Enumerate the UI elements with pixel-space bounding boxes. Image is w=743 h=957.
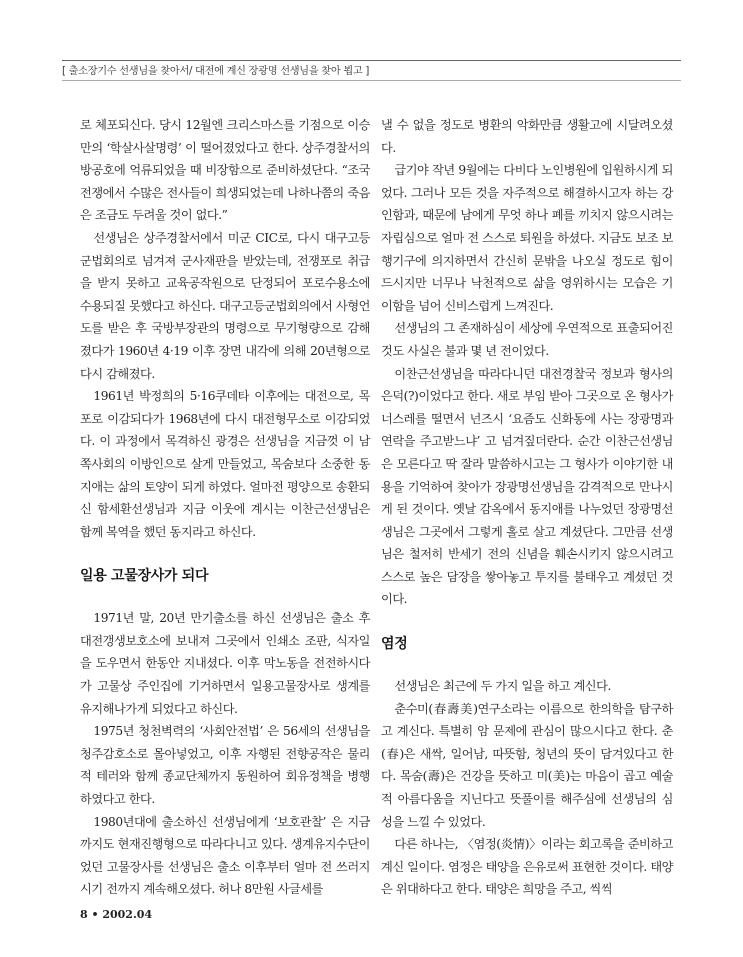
paragraph: 1980년대에 출소하신 선생님에게 ‘보호관찰’ 은 지금까지도 현재진행형으로 따라다니고 있다. 생계유지수단이었던 고물장사를 선생님은 출소 이후부터 얼마 전 쓰러지시기 전까지 계속해오셨다. 허나 8만원 사글세를 xyxy=(80,814,370,897)
paragraph: 1971년 말, 20년 만기출소를 하신 선생님은 출소 후 대전갱생보호소에 보내져 그곳에서 인쇄소 조판, 식자일을 도우면서 한동안 지내셨다. 이후 막노동을 전전하시다가 고물상 주인집에 기거하면서 일용고물장사로 생계를 유지해나가게 되었다고 하신다. xyxy=(80,611,370,716)
paragraph: 1975년 청천벽력의 ‘사회안전법’ 은 56세의 선생님을 청주감호소로 몰아넣었고, 이후 자행된 전향공작은 물리적 테러와 함께 종교단체까지 동원하여 회유정책을 병행하였다고 한다. xyxy=(80,724,370,807)
header-bottom-rule xyxy=(62,80,681,81)
left-column xyxy=(80,114,370,901)
header-top-rule xyxy=(62,60,681,61)
section-heading: 염정 xyxy=(381,636,408,653)
paragraph: 급기야 작년 9월에는 다비다 노인병원에 입원하시게 되었다. 그러나 모든 것을 자주적으로 해결하시고자 하는 강인함과, 때문에 남에게 무엇 하나 폐를 끼치지 않으시려는 자립심으로 얼마 전 스스로 퇴원을 하셨다. 지금도 보조 보행기구에 의지하면서 간신히 문밖을 나오실 정도로 힘이 드시지만 너무나 낙천적으로 삶을 영위하시는 모습은 기이함을 넘어 신비스럽게 느껴진다. xyxy=(381,163,673,313)
paragraph: 춘수미(春壽美)연구소라는 이름으로 한의학을 탐구하고 계신다. 특별히 암 문제에 관심이 많으시다고 한다. 춘(春)은 새싹, 일어남, 따뜻함, 청년의 뜻이 담겨있다고 한다. 목숨(壽)은 건강을 뜻하고 미(美)는 마음이 곱고 예술적 아름다움을 지닌다고 뜻풀이를 해주심에 선생님의 심성을 느낄 수 있었다. xyxy=(381,701,673,829)
right-column xyxy=(381,114,673,901)
paragraph: 선생님의 그 존재하심이 세상에 우연적으로 표출되어진 것도 사실은 불과 몇 년 전이었다. xyxy=(381,321,673,358)
running-header: [ 출소장기수 선생님을 찾아서/ 대전에 계신 장광명 선생님을 찾아 뵙고 ] xyxy=(62,66,370,77)
paragraph: 선생님은 상주경찰서에서 미군 CIC로, 다시 대구고등군법회의로 넘겨져 군사재판을 받았는데, 전쟁포로 취급을 받지 못하고 교육공작원으로 단정되어 포로수용소에 수용되질 못했다고 하신다. 대구고등군법회의에서 사형언도를 받은 후 국방부장관의 명령으로 무기형량으로 감해졌다가 1960년 4·19 이후 장면 내각에 의해 20년형으로 다시 감해졌다. xyxy=(80,230,370,381)
paragraph: 로 체포되신다. 당시 12월엔 크리스마스를 기점으로 이승만의 ‘학살사살명령’ 이 떨어졌었다고 한다. 상주경찰서의 방공호에 억류되었을 때 비장함으로 준비하셨단다. “조국전쟁에서 수많은 전사들이 희생되었는데 나하나쯤의 죽음은 조금도 두려울 것이 없다.” xyxy=(80,118,370,223)
paragraph: 선생님은 최근에 두 가지 일을 하고 계신다. xyxy=(394,679,611,694)
paragraph: 이찬근선생님을 따라다니던 대전경찰국 정보과 형사의 은덕(?)이었다고 한다. 새로 부임 받아 그곳으로 온 형사가 너스레를 떨면서 넌즈시 ‘요즘도 신화동에 사는 장광명과 연락을 주고받느냐’ 고 넘겨짚더란다. 순간 이찬근선생님은 모른다고 딱 잘라 말씀하시고는 그 형사가 이야기한 내용을 기억하여 찾아가 장광명선생님을 감격적으로 만나시게 된 것이다. 옛날 감옥에서 동지애를 나누었던 장광명선생님은 그곳에서 그렇게 홀로 살고 계셨단다. 그만큼 선생님은 철저히 반세기 전의 신념을 훼손시키지 않으시려고 스스로 높은 담장을 쌓아놓고 투지를 불태우고 계셨던 것이다. xyxy=(381,366,673,607)
paragraph: 다른 하나는, 〈염정(炎情)〉이라는 회고록을 준비하고 계신 일이다. 염정은 태양을 은유로써 표현한 것이다. 태양은 위대하다고 한다. 태양은 희망을 주고, 씩씩 xyxy=(381,837,673,897)
page-number: 8 • 2002.04 xyxy=(80,908,153,921)
paragraph: 1961년 박정희의 5·16쿠데타 이후에는 대전으로, 목포로 이감되다가 1968년에 다시 대전형무소로 이감되었다. 이 과정에서 목격하신 광경은 선생님을 지금껏 이 남쪽사회의 이방인으로 살게 만들었고, 목숨보다 소중한 동지애는 삶의 토양이 되게 하였다. 얼마전 평양으로 송환되신 함세환선생님과 지금 이웃에 계시는 이찬근선생님은 함께 복역을 했던 동지라고 하신다. xyxy=(80,389,370,539)
paragraph: 낼 수 없을 정도로 병환의 악화만큼 생활고에 시달려오셨다. xyxy=(381,118,673,155)
section-heading: 일용 고물장사가 되다 xyxy=(80,568,209,585)
